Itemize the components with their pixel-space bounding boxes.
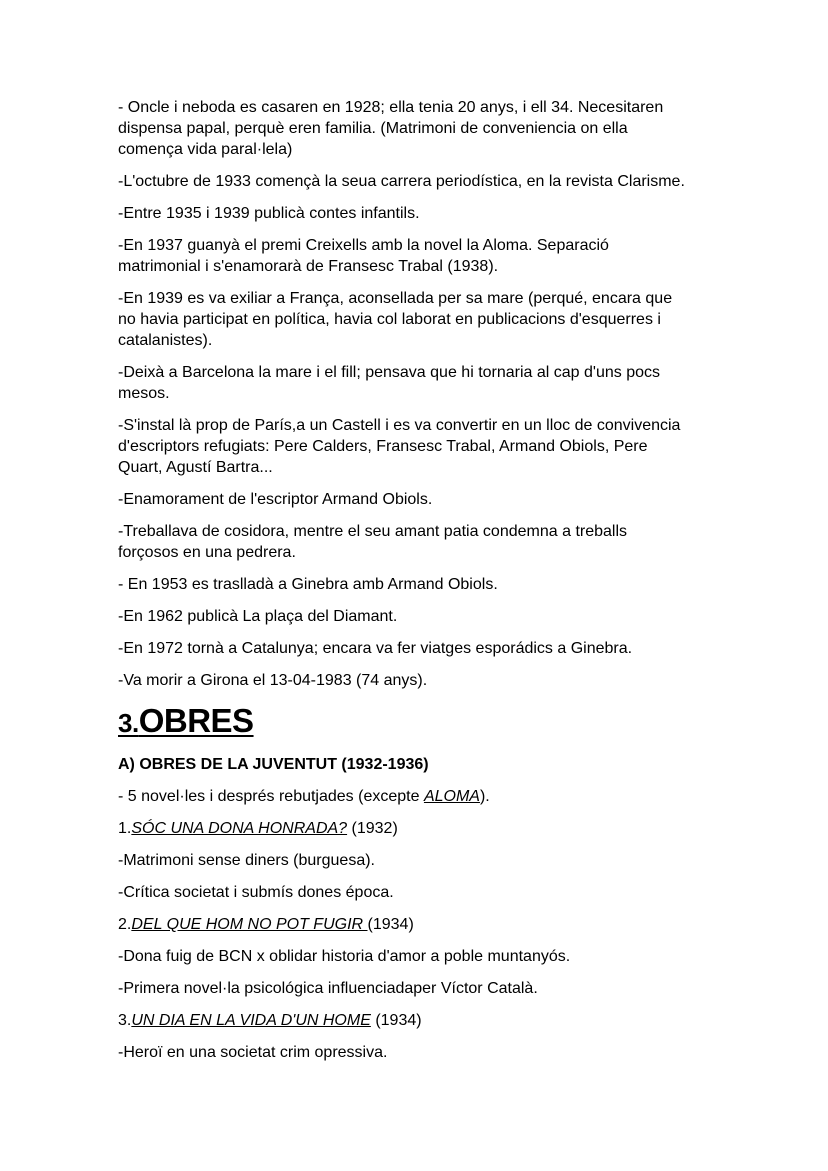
- bio-item: -En 1972 tornà a Catalunya; encara va fer viatges esporádics a Ginebra.: [118, 640, 633, 657]
- work-title: SÓC UNA DONA HONRADA?: [131, 820, 348, 837]
- work-year: (1934): [367, 916, 414, 933]
- work-title: UN DIA EN LA VIDA D'UN HOME: [131, 1012, 371, 1029]
- work-number: 1.: [118, 820, 132, 837]
- work-note: -Dona fuig de BCN x oblidar historia d'amor a poble muntanyós.: [118, 948, 571, 965]
- section-title: OBRES: [138, 702, 254, 739]
- work-title-line: [118, 914, 718, 935]
- work-entry: [118, 914, 718, 999]
- bio-item: -L'octubre de 1933 començà la seua carrera periodística, en la revista Clarisme.: [118, 173, 685, 190]
- work-entry: [118, 1010, 718, 1063]
- intro-text-end: ).: [479, 788, 490, 805]
- work-note: -Heroï en una societat crim opressiva.: [118, 1044, 388, 1061]
- bio-item: -En 1939 es va exiliar a França, aconsellada per sa mare (perqué, encara que no havia participat en política, havia col laborat en publicacions d'esquerres i catalanistes).: [118, 290, 673, 349]
- intro-work-title: ALOMA: [423, 788, 480, 805]
- bio-item: -S'instal là prop de París,a un Castell i es va convertir en un lloc de convivencia d'escriptors refugiats: Pere Calders, Fransesc Trabal, Armand Obiols, Pere Quart, Agustí Bartra...: [118, 417, 681, 476]
- bio-item: -Deixà a Barcelona la mare i el fill; pensava que hi tornaria al cap d'uns pocs mesos.: [118, 364, 661, 402]
- bio-item: -En 1962 publicà La plaça del Diamant.: [118, 608, 398, 625]
- bio-item: -Treballava de cosidora, mentre el seu amant patia condemna a treballs forçosos en una pedrera.: [118, 523, 628, 561]
- bio-item: - En 1953 es traslladà a Ginebra amb Armand Obiols.: [118, 576, 498, 593]
- bio-item: -Va morir a Girona el 13-04-1983 (74 anys).: [118, 672, 428, 689]
- work-year: (1932): [347, 820, 398, 837]
- page-content: [118, 97, 718, 1074]
- bio-item: - Oncle i neboda es casaren en 1928; ella tenia 20 anys, i ell 34. Necesitaren dispensa papal, perquè eren familia. (Matrimoni de conveniencia on ella comença vida paral·lela): [118, 99, 664, 158]
- bio-item: -Entre 1935 i 1939 publicà contes infantils.: [118, 205, 420, 222]
- section-number: 3.: [118, 708, 139, 738]
- section-heading: [118, 702, 718, 742]
- work-number: 3.: [118, 1012, 132, 1029]
- subsection-heading: A) OBRES DE LA JUVENTUT (1932-1936): [118, 756, 429, 773]
- work-year: (1934): [370, 1012, 422, 1029]
- biography-list: [118, 97, 718, 691]
- work-number: 2.: [118, 916, 132, 933]
- bio-item: -Enamorament de l'escriptor Armand Obiols.: [118, 491, 433, 508]
- intro-text: - 5 novel·les i després rebutjades (excepte: [118, 788, 424, 805]
- work-title-line: [118, 1010, 718, 1031]
- intro-line: [118, 786, 718, 807]
- work-title-line: [118, 818, 718, 839]
- work-note: -Crítica societat i submís dones época.: [118, 884, 394, 901]
- work-note: -Matrimoni sense diners (burguesa).: [118, 852, 375, 869]
- bio-item: -En 1937 guanyà el premi Creixells amb la novel la Aloma. Separació matrimonial i s'enamorarà de Fransesc Trabal (1938).: [118, 237, 609, 275]
- work-title: DEL QUE HOM NO POT FUGIR: [131, 916, 368, 933]
- work-entry: [118, 818, 718, 903]
- work-note: -Primera novel·la psicológica influenciadaper Víctor Català.: [118, 980, 538, 997]
